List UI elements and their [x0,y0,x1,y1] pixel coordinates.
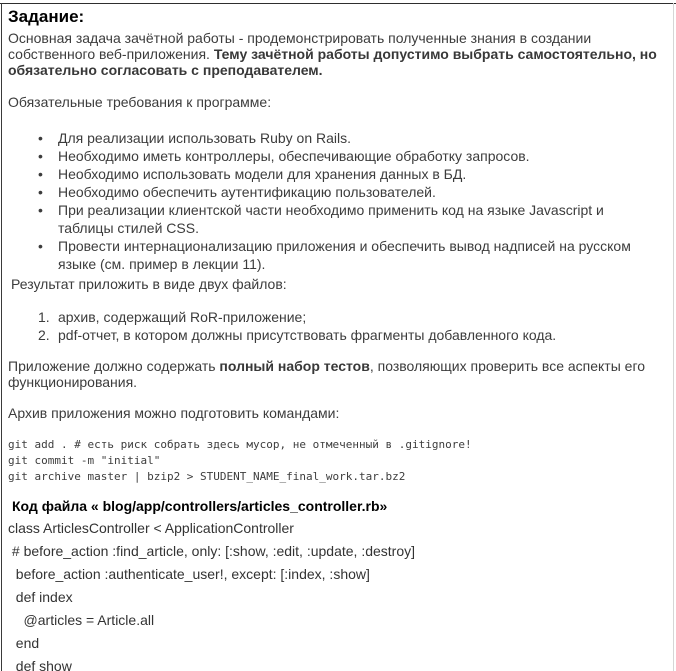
list-item: • Необходимо использовать модели для хранения данных в БД. [58,165,650,183]
page-left-border [1,3,2,671]
code-line: git archive master | bzip2 > STUDENT_NAME_final_work.tar.bz2 [8,470,406,483]
tests-note-bold: полный набор тестов [219,358,370,374]
list-item: • Для реализации использовать Ruby on Rails. [58,129,650,147]
code-line: git add . # есть риск собрать здесь мусор, не отмеченный в .gitignore! [8,438,472,451]
page-right-border [673,3,674,671]
archive-heading: Архив приложения можно подготовить командами: [8,405,340,421]
page-title: Задание: [8,7,85,26]
requirements-list [8,129,653,273]
intro-text-normal: Основная задача зачётной работы - продемонстрировать полученные знания в создании собственного веб-приложения. [8,30,592,62]
intro-text-bold: Тему зачётной работы допустимо выбрать самостоятельно, но обязательно согласовать с преподавателем. [8,46,657,78]
list-item: • Необходимо иметь контроллеры, обеспечивающие обработку запросов. [58,147,650,165]
code-line: class ArticlesController < ApplicationController [8,520,294,536]
page-top-border [0,3,676,4]
tests-note-pre: Приложение должно содержать [8,358,220,374]
list-item: • При реализации клиентской части необходимо применить код на языке Javascript и таблицы стилей CSS. [58,201,650,237]
git-commands-code-block [8,437,658,485]
code-line: def show [8,658,72,671]
code-line: before_action :authenticate_user!, except: [:index, :show] [8,566,370,582]
ruby-code-block [8,517,658,671]
intro-paragraph [8,30,660,78]
code-line: def index [8,589,73,605]
tests-note-paragraph [8,358,660,390]
list-item: • Провести интернационализацию приложения и обеспечить вывод надписей на русском языке (см. пример в лекции 11). [58,237,650,273]
code-file-heading: Код файла « blog/app/controllers/articles_controller.rb» [12,498,388,514]
result-files-list [8,308,658,344]
code-line: @articles = Article.all [8,612,155,628]
list-item: • Необходимо обеспечить аутентификацию пользователей. [58,183,650,201]
code-line: # before_action :find_article, only: [:show, :edit, :update, :destroy] [8,543,416,559]
code-line: end [8,635,40,651]
list-item: pdf-отчет, в котором должны присутствовать фрагменты добавленного кода. [58,327,557,343]
result-heading: Результат приложить в виде двух файлов: [11,276,287,292]
code-line: git commit -m "initial" [8,454,161,467]
requirements-heading: Обязательные требования к программе: [8,94,272,110]
tests-note-post: , позволяющих проверить все аспекты его функционирования. [8,358,646,390]
list-item: архив, содержащий RoR-приложение; [58,309,307,325]
